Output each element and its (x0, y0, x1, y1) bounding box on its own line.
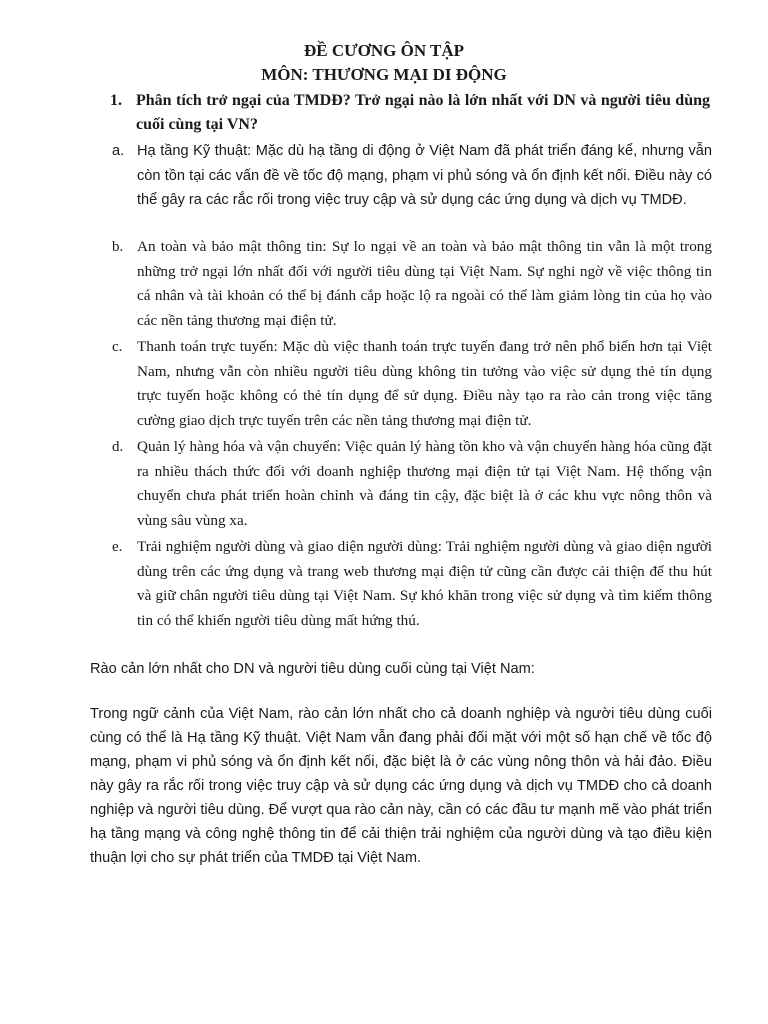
question-1 (110, 89, 710, 137)
list-marker: c. (112, 339, 123, 355)
conclusion-body: Trong ngữ cảnh của Việt Nam, rào cản lớn nhất cho cả doanh nghiệp và người tiêu dùng cuối cùng có thể là Hạ tầng Kỹ thuật. Việt Nam vẫn đang phải đối mặt với một số hạn chế về tốc độ mạng, phạm vi phủ sóng và ổn định kết nối, đặc biệt là ở các vùng nông thôn và hải đảo. Điều này gây ra rắc rối trong việc truy cập và sử dụng các ứng dụng và dịch vụ TMDĐ cho cả doanh nghiệp và người tiêu dùng. Để vượt qua rào cản này, cần có các đầu tư mạnh mẽ vào phát triển hạ tầng mạng và công nghệ thông tin để cải thiện trải nghiệm của người dùng và tạo điều kiện thuận lợi cho sự phát triển của TMDĐ tại Việt Nam. (90, 706, 712, 866)
list-marker: e. (112, 539, 123, 555)
list-item-text: An toàn và bảo mật thông tin: Sự lo ngại về an toàn và bảo mật thông tin vẫn là một trong những trở ngại lớn nhất đối với người tiêu dùng tại Việt Nam. Sự nghi ngờ về việc thông tin cá nhân và tài khoản có thể bị đánh cắp hoặc lộ ra ngoài có thể làm giảm lòng tin của họ vào các nền tảng thương mại điện tử. (137, 238, 712, 329)
list-item-b (0, 235, 768, 335)
list-item-text: Trải nghiệm người dùng và giao diện người dùng: Trải nghiệm người dùng và giao diện người dùng trên các ứng dụng và trang web thương mại điện tử cũng cần được cải thiện để thu hút và giữ chân người tiêu dùng tại Việt Nam. Sự khó khăn trong việc sử dụng và tìm kiếm thông tin có thể khiến người tiêu dùng mất hứng thú. (137, 538, 712, 629)
list-item-text: Hạ tầng Kỹ thuật: Mặc dù hạ tầng di động ở Việt Nam đã phát triển đáng kể, nhưng vẫn còn tồn tại các vấn đề về tốc độ mạng, phạm vi phủ sóng và ổn định kết nối. Điều này có thể gây ra các rắc rối trong việc truy cập và sử dụng các ứng dụng và dịch vụ TMDĐ. (137, 143, 712, 208)
list-item-text: Quản lý hàng hóa và vận chuyển: Việc quản lý hàng tồn kho và vận chuyển hàng hóa cũng đặt ra nhiều thách thức đối với doanh nghiệp thương mại điện tử tại Việt Nam. Hệ thống vận chuyển chưa phát triển hoàn chỉnh và đáng tin cậy, đặc biệt là ở các khu vực nông thôn và vùng sâu vùng xa. (137, 438, 712, 529)
list-item-c (0, 335, 768, 435)
list-marker: a. (112, 143, 125, 159)
list-marker: b. (112, 239, 124, 255)
list-item-d (0, 435, 768, 535)
list-item-a (0, 139, 768, 235)
conclusion-heading: Rào cản lớn nhất cho DN và người tiêu dùng cuối cùng tại Việt Nam: (90, 661, 535, 677)
list-marker: d. (112, 439, 124, 455)
list-item-e (0, 535, 768, 633)
course-subtitle: MÔN: THƯƠNG MẠI DI ĐỘNG (261, 65, 507, 84)
question-text: Phân tích trở ngại của TMDĐ? Trở ngại nào là lớn nhất với DN và người tiêu dùng cuối cùng tại VN? (136, 92, 710, 133)
list-item-text: Thanh toán trực tuyến: Mặc dù việc thanh toán trực tuyến đang trở nên phổ biến hơn tại Việt Nam, nhưng vẫn còn nhiều người tiêu dùng không tin tưởng vào việc sử dụng thẻ tín dụng trực tuyến hoặc không có thẻ tín dụng để sử dụng. Điều này tạo ra rào cản trong việc tăng cường giao dịch trực tuyến trên các nền tảng thương mại điện tử. (137, 338, 712, 429)
answer-list (0, 139, 768, 633)
question-number: 1. (110, 92, 122, 109)
document-title: ĐỀ CƯƠNG ÔN TẬP (303, 41, 465, 60)
